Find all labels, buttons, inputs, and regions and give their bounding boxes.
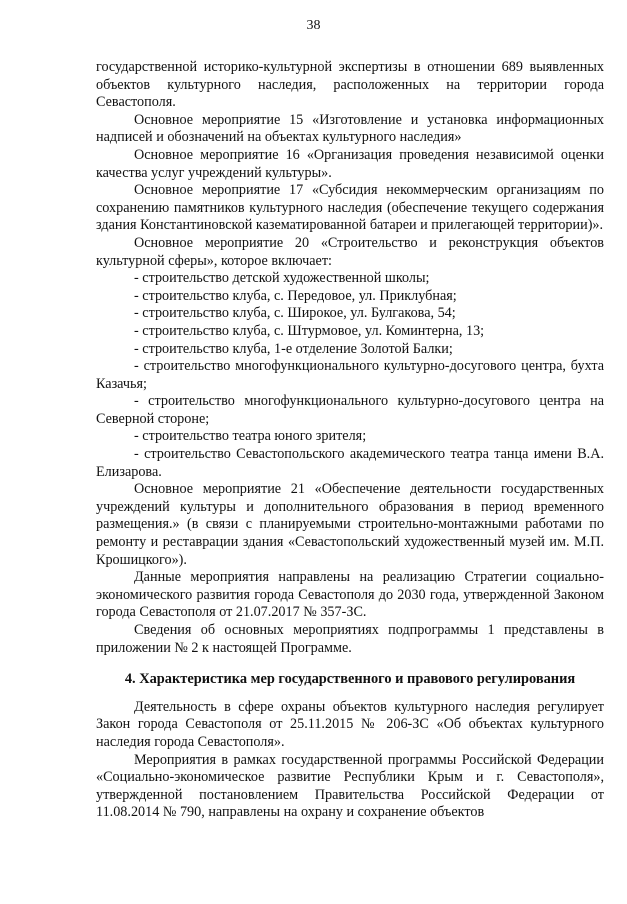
list-item: - строительство клуба, с. Широкое, ул. Булгакова, 54; — [134, 305, 456, 322]
paragraph-measure-20: Основное мероприятие 20 «Строительство и реконструкция объектов культурной сферы», которое включает: — [96, 234, 604, 269]
paragraph-continuation: государственной историко-культурной экспертизы в отношении 689 выявленных объектов культурного наследия, расположенных на территории города Севастополя. — [96, 59, 604, 111]
paragraph-federal-program: Мероприятия в рамках государственной программы Российской Федерации «Социально-экономическое развитие Республики Крым и г. Севастополя», утвержденной постановлением Правительства Российской Федерации от 11.08.2014 № 790, направлены на охрану и сохранение объектов — [96, 751, 604, 821]
list-item: - строительство театра юного зрителя; — [134, 428, 367, 445]
paragraph-appendix-ref: Сведения об основных мероприятиях подпрограммы 1 представлены в приложении № 2 к настоящей Программе. — [96, 622, 604, 656]
paragraph-measure-16: Основное мероприятие 16 «Организация проведения независимой оценки качества услуг учреждений культуры». — [96, 146, 604, 181]
list-item: - строительство многофункционального культурно-досугового центра на Северной стороне; — [96, 393, 604, 427]
section-heading: 4. Характеристика мер государственного и правового регулирования — [124, 671, 576, 688]
paragraph-measure-17: Основное мероприятие 17 «Субсидия некоммерческим организациям по сохранению памятников культурного наследия (обеспечение текущего содержания здания Константиновской казематированной батареи и прилегающей территории)». — [96, 182, 604, 234]
list-item: - строительство многофункционального культурно-досугового центра, бухта Казачья; — [96, 358, 604, 392]
list-item: - строительство клуба, с. Штурмовое, ул. Коминтерна, 13; — [134, 322, 485, 339]
list-item: - строительство Севастопольского академического театра танца имени В.А. Елизарова. — [96, 446, 604, 480]
paragraph-strategy: Данные мероприятия направлены на реализацию Стратегии социально-экономического развития города Севастополя до 2030 года, утвержденной Законом города Севастополя от 21.07.2017 № 357-ЗС. — [96, 569, 604, 621]
list-item: - строительство клуба, с. Передовое, ул. Приклубная; — [134, 287, 457, 304]
list-item: - строительство детской художественной школы; — [134, 270, 430, 287]
paragraph-measure-21: Основное мероприятие 21 «Обеспечение деятельности государственных учреждений культуры и дополнительного образования в период временного размещения.» (в связи с планируемыми строительно-монтажными работами по ремонту и реставрации здания «Севастопольский художественный музей им. М.П. Крошицкого»). — [96, 481, 604, 568]
paragraph-law: Деятельность в сфере охраны объектов культурного наследия регулирует Закон города Севастополя от 25.11.2015 № 206-ЗС «Об объектах культурного наследия города Севастополя». — [96, 698, 604, 750]
list-item: - строительство клуба, 1-е отделение Золотой Балки; — [134, 340, 453, 357]
document-body — [96, 59, 604, 822]
paragraph-measure-15: Основное мероприятие 15 «Изготовление и установка информационных надписей и обозначений на объектах культурного наследия» — [96, 111, 604, 146]
page-number: 38 — [306, 18, 321, 33]
